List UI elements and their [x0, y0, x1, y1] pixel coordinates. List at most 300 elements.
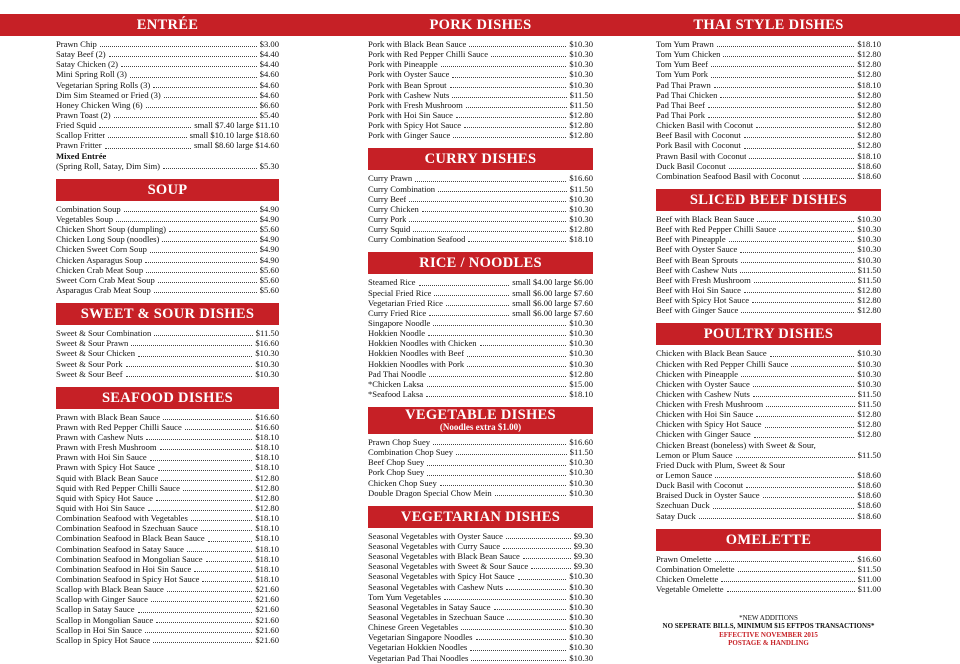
item-name: Double Dragon Special Chow Mein	[368, 487, 492, 498]
dot-leader	[145, 262, 256, 263]
section-gap	[368, 140, 593, 148]
item-price: $10.30	[255, 348, 279, 359]
dot-leader	[121, 66, 257, 67]
menu-item	[368, 359, 593, 369]
item-price: $10.30	[569, 622, 593, 633]
dot-leader	[765, 427, 855, 428]
menu-item	[656, 90, 881, 100]
item-name: Pork with Spicy Hot Sauce	[368, 120, 462, 131]
item-price: $5.60	[259, 224, 279, 235]
item-price: $10.30	[857, 368, 881, 379]
dot-leader	[126, 366, 253, 367]
menu-item	[56, 348, 279, 358]
menu-item	[56, 412, 279, 422]
dot-leader	[791, 366, 854, 367]
menu-item	[656, 430, 881, 440]
item-name: Chicken Asparagus Soup	[56, 254, 143, 265]
dot-leader	[453, 137, 566, 138]
menu-item	[656, 369, 881, 379]
menu-item	[368, 369, 593, 379]
item-name: Chicken Chop Suey	[368, 477, 437, 488]
item-price: $11.50	[857, 399, 881, 410]
item-name: Curry Chicken	[368, 203, 419, 214]
menu-item	[56, 234, 279, 244]
dot-leader	[506, 589, 566, 590]
dot-leader	[738, 571, 855, 572]
dot-leader	[146, 439, 252, 440]
menu-item	[368, 100, 593, 110]
item-name: Hokkien Noodles with Pork	[368, 358, 465, 369]
section-heading	[656, 189, 881, 211]
item-name: Vegetables Soup	[56, 213, 114, 224]
item-price: $12.80	[255, 492, 279, 503]
dot-leader	[146, 272, 257, 273]
item-price: $10.30	[569, 348, 593, 359]
section-omelette	[656, 529, 881, 595]
dot-leader	[185, 429, 253, 430]
item-price: $16.60	[255, 421, 279, 432]
dot-leader	[130, 77, 257, 78]
item-price: $12.80	[857, 49, 881, 60]
menu-item	[56, 338, 279, 348]
item-name: Prawn Chip	[56, 39, 97, 49]
item-name: Scallop in Mongolian Sauce	[56, 614, 154, 625]
menu-item	[56, 359, 279, 369]
item-price: $18.10	[255, 462, 279, 473]
section-title: SOUP	[147, 181, 188, 198]
dot-leader	[441, 66, 567, 67]
menu-item	[368, 379, 593, 389]
menu-item	[56, 59, 279, 69]
menu-item	[368, 622, 593, 632]
item-name: Pork with Pineapple	[368, 59, 438, 70]
item-price: $18.60	[857, 500, 881, 511]
menu-item	[56, 635, 279, 645]
menu-item	[368, 653, 593, 663]
item-price: $10.30	[255, 368, 279, 379]
item-name: Pork with Red Pepper Chilli Sauce	[368, 49, 489, 60]
item-name: Combination Seafood in Hoi Sin Sauce	[56, 563, 192, 574]
item-name: Honey Chicken Wing (6)	[56, 99, 143, 110]
item-name: Mixed Entrée	[56, 150, 107, 161]
item-name: Chinese Green Vegetables	[368, 622, 459, 633]
dot-leader	[531, 568, 570, 569]
item-list	[56, 36, 279, 171]
item-name: Seasonal Vegetables with Oyster Sauce	[368, 530, 503, 541]
item-price: $10.30	[569, 642, 593, 653]
item-name: Pork Basil with Coconut	[656, 140, 741, 151]
item-price: $9.30	[573, 530, 593, 541]
menu-item	[368, 582, 593, 592]
section-title: THAI STYLE DISHES	[693, 17, 844, 33]
item-name: Pad Thai Chicken	[656, 89, 718, 100]
dot-leader	[480, 345, 567, 346]
dot-leader	[708, 117, 854, 118]
item-price: $12.80	[857, 59, 881, 70]
item-price: $10.30	[569, 571, 593, 582]
menu-item	[656, 511, 881, 521]
item-list	[56, 409, 279, 645]
section-soup	[56, 179, 279, 303]
dot-leader	[507, 619, 566, 620]
dot-leader	[715, 477, 854, 478]
item-name: Combination Seafood in Black Bean Sauce	[56, 533, 205, 544]
item-name: Vegetarian Singapore Noodles	[368, 632, 473, 643]
item-name: Asparagus Crab Meat Soup	[56, 284, 151, 295]
dot-leader	[208, 541, 253, 542]
section-gap	[56, 171, 279, 179]
section-vegetarian-dishes	[368, 506, 593, 663]
item-name: Curry Beef	[368, 193, 407, 204]
menu-item	[656, 140, 881, 150]
dot-leader	[156, 500, 252, 501]
menu-item	[656, 275, 881, 285]
section-title: PORK DISHES	[429, 17, 532, 33]
item-name: Curry Fried Rice	[368, 307, 427, 318]
dot-leader	[752, 302, 854, 303]
dot-leader	[740, 252, 854, 253]
item-name: *Chicken Laksa	[368, 378, 424, 389]
dot-leader	[720, 97, 854, 98]
item-price: $4.90	[259, 234, 279, 245]
menu-item	[656, 265, 881, 275]
item-name: Duck Basil Coconut	[656, 160, 726, 171]
item-price: $10.30	[569, 612, 593, 623]
menu-item	[368, 541, 593, 551]
menu-item	[56, 214, 279, 224]
section-heading	[368, 506, 593, 528]
menu-item	[656, 500, 881, 510]
item-price: $11.50	[857, 274, 881, 285]
item-name: Combination Seafood in Satay Sauce	[56, 543, 184, 554]
item-name: Prawn with Fresh Mushroom	[56, 442, 157, 453]
item-price: $10.30	[569, 213, 593, 224]
menu-item	[656, 130, 881, 140]
item-name: Satay Chicken (2)	[56, 59, 119, 70]
item-price: $10.30	[569, 601, 593, 612]
item-name: Squid with Hoi Sin Sauce	[56, 503, 145, 514]
item-name: Hokkien Noodle	[368, 328, 426, 339]
item-name: Beef with Ginger Sauce	[656, 305, 739, 316]
menu-item	[56, 224, 279, 234]
dot-leader	[741, 262, 854, 263]
item-list	[368, 170, 593, 244]
item-price: $10.30	[569, 632, 593, 643]
menu-item	[368, 69, 593, 79]
dot-leader	[409, 201, 566, 202]
menu-item	[56, 554, 279, 564]
dot-leader	[729, 168, 855, 169]
menu-item	[656, 460, 881, 470]
item-list	[656, 36, 881, 181]
menu-item	[56, 625, 279, 635]
item-name: Combination Seafood Basil with Coconut	[656, 170, 800, 181]
dot-leader	[419, 285, 510, 286]
item-list	[368, 528, 593, 663]
item-price: $12.80	[857, 305, 881, 316]
item-name: Chicken with Spicy Hot Sauce	[656, 419, 762, 430]
item-price: $18.60	[857, 470, 881, 481]
dot-leader	[150, 252, 257, 253]
dot-leader	[409, 221, 566, 222]
item-price: $12.80	[857, 120, 881, 131]
menu-item	[56, 533, 279, 543]
item-name: Curry Pork	[368, 213, 407, 224]
item-price: $10.30	[857, 348, 881, 359]
dot-leader	[194, 571, 252, 572]
item-price: small $4.00 large $6.00	[512, 277, 593, 288]
dot-leader	[438, 191, 567, 192]
item-name: Pad Thai Prawn	[656, 79, 711, 90]
dot-leader	[494, 609, 567, 610]
item-price: $18.10	[255, 432, 279, 443]
section-gap	[368, 498, 593, 506]
menu-item	[368, 328, 593, 338]
dot-leader	[714, 87, 855, 88]
item-name: Tom Yum Chicken	[656, 49, 721, 60]
item-price: $10.30	[857, 234, 881, 245]
dot-leader	[153, 87, 256, 88]
item-list	[656, 211, 881, 315]
item-name: Prawn Basil with Coconut	[656, 150, 747, 161]
menu-item	[368, 318, 593, 328]
item-price: small $10.10 large $18.60	[189, 130, 279, 141]
dot-leader	[158, 282, 257, 283]
item-name: Prawn Chop Suey	[368, 437, 431, 448]
dot-leader	[163, 419, 252, 420]
menu-item	[656, 69, 881, 79]
item-price: $21.60	[255, 634, 279, 645]
menu-item	[56, 513, 279, 523]
item-price: $5.40	[259, 109, 279, 120]
menu-item	[656, 39, 881, 49]
item-name: Prawn Fritter	[56, 140, 102, 151]
item-name: Chicken Long Soup (noodles)	[56, 234, 160, 245]
item-price: $16.60	[569, 173, 593, 184]
item-price: $11.50	[569, 89, 593, 100]
dot-leader	[763, 497, 855, 498]
menu-item	[656, 564, 881, 574]
dot-leader	[464, 127, 566, 128]
item-price: $11.50	[569, 183, 593, 194]
item-name: Seasonal Vegetables with Black Bean Sauce	[368, 551, 520, 562]
dot-leader	[99, 127, 191, 128]
menu-item	[56, 604, 279, 614]
menu-item	[368, 59, 593, 69]
bills-note: NO SEPERATE BILLS, MINIMUM $15 EFTPOS TRANSACTIONS*	[662, 622, 875, 631]
item-name: Chicken Crab Meat Soup	[56, 264, 144, 275]
item-name: Tom Yum Vegetables	[368, 591, 441, 602]
menu-item	[368, 204, 593, 214]
section-gap	[56, 379, 279, 387]
section-seafood-dishes	[56, 387, 279, 645]
item-name: Chicken Omelette	[656, 574, 719, 585]
section-heading	[368, 407, 593, 434]
menu-item	[56, 120, 279, 130]
menu-item	[368, 110, 593, 120]
item-price: $10.30	[569, 59, 593, 70]
dot-leader	[187, 551, 252, 552]
dot-leader	[167, 591, 252, 592]
section-title: POULTRY DISHES	[703, 326, 834, 343]
item-price: $10.30	[857, 224, 881, 235]
menu-item	[56, 151, 279, 161]
menu-item	[656, 49, 881, 59]
menu-item	[368, 551, 593, 561]
section-heading	[56, 179, 279, 201]
dot-leader	[114, 117, 257, 118]
menu-item	[56, 615, 279, 625]
item-name: Scallop with Ginger Sauce	[56, 594, 148, 605]
dot-leader	[191, 520, 253, 521]
item-name: Pork with Bean Sprout	[368, 79, 447, 90]
section-heading	[368, 14, 593, 36]
item-price: $18.10	[255, 553, 279, 564]
menu-item	[56, 90, 279, 100]
item-name: Steamed Rice	[368, 277, 416, 288]
item-name: Pork with Ginger Sauce	[368, 130, 451, 141]
dot-leader	[518, 579, 567, 580]
item-price: $10.30	[569, 591, 593, 602]
item-price: $9.30	[573, 561, 593, 572]
menu-item	[56, 49, 279, 59]
menu-item	[56, 369, 279, 379]
item-price: small $6.00 large $7.60	[512, 287, 593, 298]
item-name: Pork with Cashew Nuts	[368, 89, 450, 100]
item-price: $4.90	[259, 213, 279, 224]
dot-leader	[109, 56, 257, 57]
item-name: Combination Seafood in Mongolian Sauce	[56, 553, 203, 564]
dot-leader	[744, 137, 855, 138]
item-price: $18.60	[857, 170, 881, 181]
item-price: $12.80	[569, 224, 593, 235]
dot-leader	[753, 386, 855, 387]
item-price: $18.60	[857, 160, 881, 171]
item-name: Braised Duck in Oyster Sauce	[656, 490, 760, 501]
item-price: $21.60	[255, 624, 279, 635]
effective-date: EFFECTIVE NOVEMBER 2015	[719, 630, 818, 639]
section-subtitle: (Noodles extra $1.00)	[439, 422, 522, 433]
section-gap	[656, 315, 881, 323]
item-name: Chicken with Hoi Sin Sauce	[656, 409, 754, 420]
item-price: $9.30	[573, 541, 593, 552]
item-name: Vegetarian Fried Rice	[368, 297, 443, 308]
item-name: Tom Yum Pork	[656, 69, 709, 80]
menu-item	[368, 120, 593, 130]
item-price: $18.10	[569, 388, 593, 399]
item-price: $12.80	[857, 295, 881, 306]
menu-item	[656, 450, 881, 460]
menu-item	[368, 437, 593, 447]
dot-leader	[754, 282, 855, 283]
menu-item	[368, 308, 593, 318]
dot-leader	[756, 127, 854, 128]
item-price: $10.30	[569, 581, 593, 592]
dot-leader	[452, 97, 566, 98]
item-price: $18.10	[857, 150, 881, 161]
item-name: Pad Thai Pork	[656, 109, 706, 120]
item-price: $12.80	[857, 109, 881, 120]
dot-leader	[744, 292, 854, 293]
item-price: $4.60	[259, 89, 279, 100]
dot-leader	[162, 241, 256, 242]
dot-leader	[779, 231, 854, 232]
menu-item	[656, 295, 881, 305]
menu-item	[56, 244, 279, 254]
item-price: $4.60	[259, 79, 279, 90]
item-name: Szechuan Duck	[656, 500, 710, 511]
menu-item	[656, 120, 881, 130]
item-list	[56, 325, 279, 379]
menu-item	[368, 338, 593, 348]
dot-leader	[100, 46, 257, 47]
item-name: Beef Chop Suey	[368, 457, 425, 468]
item-name: Prawn with Black Bean Sauce	[56, 411, 161, 422]
item-name: Chicken Sweet Corn Soup	[56, 244, 147, 255]
dot-leader	[148, 510, 253, 511]
item-price: $5.60	[259, 264, 279, 275]
menu-item	[56, 432, 279, 442]
menu-item	[368, 224, 593, 234]
item-price: small $6.00 large $7.60	[512, 307, 593, 318]
section-heading	[656, 323, 881, 345]
item-name: Curry Squid	[368, 224, 411, 235]
section-gap	[56, 295, 279, 303]
item-price: $10.30	[569, 69, 593, 80]
item-price: $11.50	[857, 449, 881, 460]
item-price: $11.00	[857, 574, 881, 585]
item-name: Tom Yum Beef	[656, 59, 709, 70]
item-name: Singapore Noodle	[368, 317, 431, 328]
dot-leader	[708, 107, 854, 108]
menu-item	[56, 463, 279, 473]
item-name: Hokkien Noodles with Chicken	[368, 338, 477, 349]
dot-leader	[427, 475, 566, 476]
section-heading	[656, 529, 881, 551]
section-sliced-beef-dishes	[656, 189, 881, 323]
item-price: $10.30	[569, 358, 593, 369]
dot-leader	[456, 117, 566, 118]
item-name: Pork with Black Bean Sauce	[368, 39, 467, 49]
menu-item	[656, 584, 881, 594]
menu-column-1	[56, 14, 279, 645]
item-price: $15.00	[569, 378, 593, 389]
menu-item	[656, 440, 881, 450]
menu-item	[656, 409, 881, 419]
dot-leader	[803, 178, 855, 179]
section-title: VEGETARIAN DISHES	[400, 508, 561, 525]
item-name: Seasonal Vegetables with Curry Sauce	[368, 541, 501, 552]
menu-item	[656, 285, 881, 295]
item-name: Squid with Spicy Hot Sauce	[56, 492, 153, 503]
item-name: or Lemon Sauce	[656, 470, 713, 481]
dot-leader	[153, 642, 252, 643]
item-price: $18.60	[857, 480, 881, 491]
menu-item	[56, 130, 279, 140]
menu-item	[368, 447, 593, 457]
item-price: $18.60	[857, 510, 881, 521]
item-price: $16.60	[857, 553, 881, 564]
dot-leader	[116, 221, 257, 222]
item-name: Seasonal Vegetables in Szechuan Sauce	[368, 612, 505, 623]
item-price: $4.90	[259, 203, 279, 214]
item-name: Beef with Red Pepper Chilli Sauce	[656, 224, 777, 235]
item-price: $18.10	[255, 513, 279, 524]
dot-leader	[446, 305, 509, 306]
item-name: Chicken with Black Bean Sauce	[656, 348, 767, 359]
menu-item	[56, 473, 279, 483]
item-price: $16.60	[255, 411, 279, 422]
